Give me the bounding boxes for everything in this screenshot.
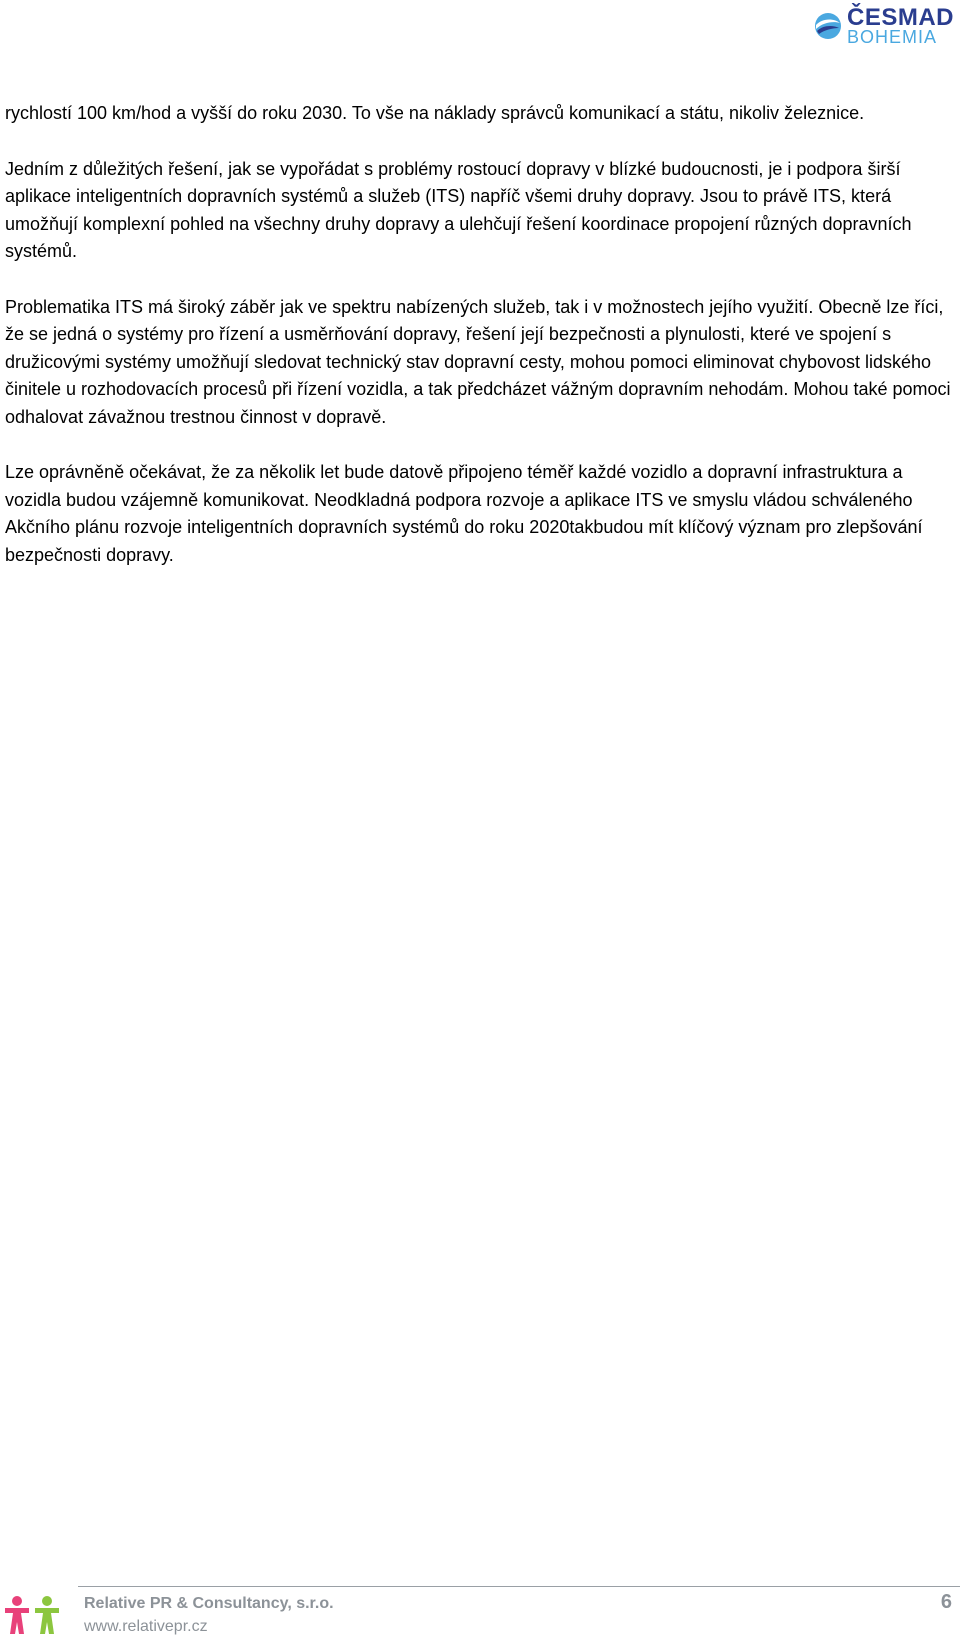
page-number: 6 (940, 1591, 952, 1613)
page-footer (0, 1586, 960, 1638)
footer-divider (78, 1586, 960, 1587)
two-people-icon (3, 1594, 67, 1636)
cesmad-bohemia-logo (813, 6, 954, 46)
globe-swoosh-icon (813, 11, 843, 41)
website-link[interactable]: www.relativepr.cz (84, 1618, 208, 1635)
paragraph: rychlostí 100 km/hod a vyšší do roku 2030. To vše na náklady správců komunikací a státu, nikoliv železnice. (5, 103, 865, 123)
paragraph: Lze oprávněně očekávat, že za několik let bude datově připojeno téměř každé vozidlo a dopravní infrastruktura a vozidla budou vzájemně komunikovat. Neodkladná podpora rozvoje a aplikace ITS ve smyslu vládou schváleného Akčního plánu rozvoje inteligentních dopravních systémů do roku 2020takbudou mít klíčový význam pro zlepšování bezpečnosti dopravy. (5, 462, 923, 565)
company-name: Relative PR & Consultancy, s.r.o. (84, 1595, 334, 1612)
document-body (5, 100, 951, 597)
paragraph: Jedním z důležitých řešení, jak se vypořádat s problémy rostoucí dopravy v blízké budoucnosti, je i podpora širší aplikace inteligentních dopravních systémů a služeb (ITS) napříč všemi druhy dopravy. Jsou to právě ITS, která umožňují komplexní pohled na všechny druhy dopravy a ulehčují řešení koordinace propojení různých dopravních systémů. (5, 158, 912, 261)
logo-wordmark-bottom: BOHEMIA (846, 27, 937, 47)
paragraph: Problematika ITS má široký záběr jak ve spektru nabízených služeb, tak i v možnostech jejího využití. Obecně lze říci, že se jedná o systémy pro řízení a usměrňování dopravy, řešení její bezpečnosti a plynulosti, které ve spojení s družicovými systémy umožňují sledovat technický stav dopravní cesty, mohou pomoci eliminovat chybovost lidského činitele u rozhodovacích procesů při řízení vozidla, a tak předcházet vážným dopravním nehodám. Mohou také pomoci odhalovat závažnou trestnou činnost v dopravě. (5, 296, 951, 427)
logo-wordmark-top: ČESMAD (846, 4, 954, 31)
